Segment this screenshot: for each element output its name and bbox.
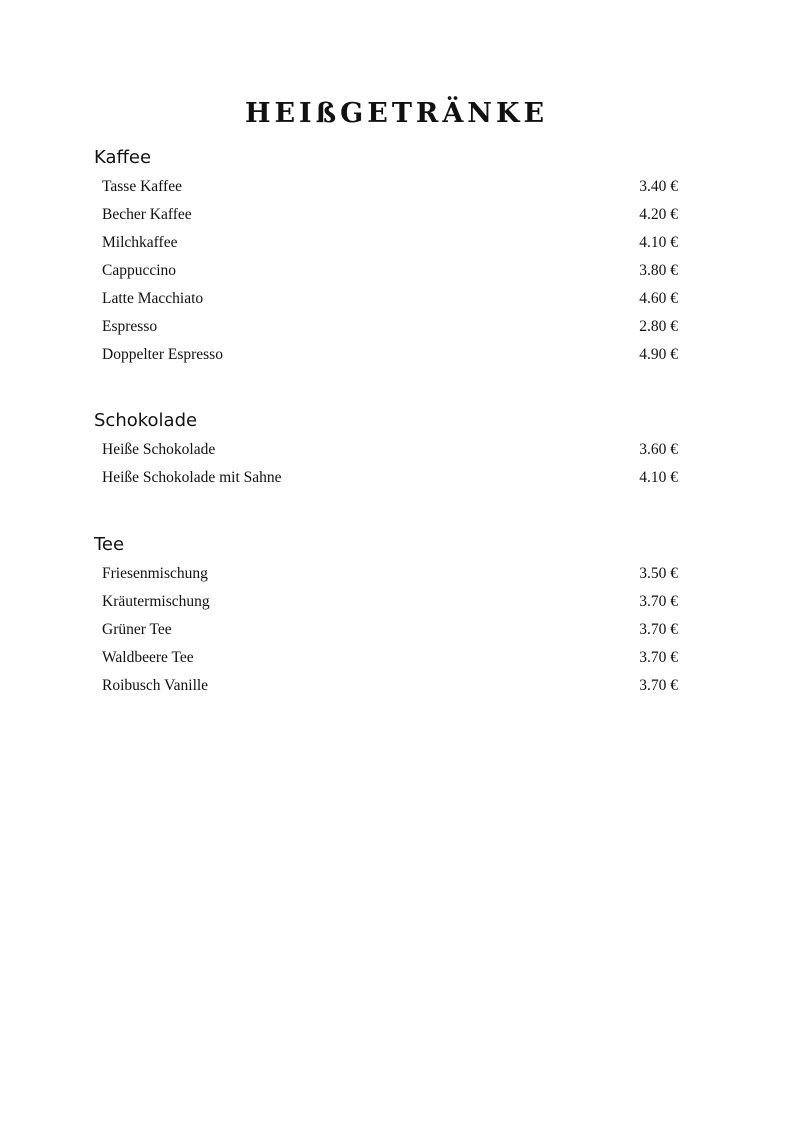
item-price: 4.60 € [639, 290, 678, 307]
item-price: 3.40 € [639, 178, 678, 195]
menu-item [94, 677, 694, 705]
section-heading: Kaffee [94, 147, 152, 168]
item-price: 4.90 € [639, 346, 678, 363]
item-price: 4.10 € [639, 234, 678, 251]
item-name: Espresso [102, 318, 158, 335]
section-tee [94, 534, 694, 705]
item-name: Latte Macchiato [102, 290, 204, 307]
item-price: 4.20 € [639, 206, 678, 223]
item-list [94, 565, 694, 705]
menu-item [94, 234, 694, 262]
menu-item [94, 346, 694, 374]
menu-item [94, 318, 694, 346]
item-list [94, 178, 694, 374]
item-price: 3.70 € [639, 649, 678, 666]
item-price: 3.70 € [639, 593, 678, 610]
item-price: 3.80 € [639, 262, 678, 279]
item-name: Heiße Schokolade mit Sahne [102, 469, 282, 486]
menu-item [94, 178, 694, 206]
menu-item [94, 565, 694, 593]
item-price: 3.60 € [639, 441, 678, 458]
menu-item [94, 593, 694, 621]
section-heading: Tee [94, 534, 125, 555]
item-list [94, 441, 694, 497]
menu-item [94, 290, 694, 318]
item-price: 3.50 € [639, 565, 678, 582]
page-title: HEIßGETRÄNKE [244, 98, 549, 129]
item-name: Heiße Schokolade [102, 441, 216, 458]
menu-item [94, 649, 694, 677]
menu-item [94, 621, 694, 649]
item-name: Roibusch Vanille [102, 677, 209, 694]
section-heading: Schokolade [94, 410, 198, 431]
menu-item [94, 469, 694, 497]
item-name: Becher Kaffee [102, 206, 192, 223]
item-name: Grüner Tee [102, 621, 172, 638]
item-name: Friesenmischung [102, 565, 208, 582]
item-name: Kräutermischung [102, 593, 210, 610]
item-name: Milchkaffee [102, 234, 178, 251]
menu-item [94, 262, 694, 290]
item-price: 3.70 € [639, 677, 678, 694]
menu-item [94, 206, 694, 234]
section-schokolade [94, 410, 694, 497]
menu-item [94, 441, 694, 469]
item-price: 4.10 € [639, 469, 678, 486]
item-name: Waldbeere Tee [102, 649, 194, 666]
section-kaffee [94, 147, 694, 374]
item-name: Doppelter Espresso [102, 346, 223, 363]
item-price: 3.70 € [639, 621, 678, 638]
item-name: Cappuccino [102, 262, 177, 279]
item-price: 2.80 € [639, 318, 678, 335]
item-name: Tasse Kaffee [102, 178, 182, 195]
